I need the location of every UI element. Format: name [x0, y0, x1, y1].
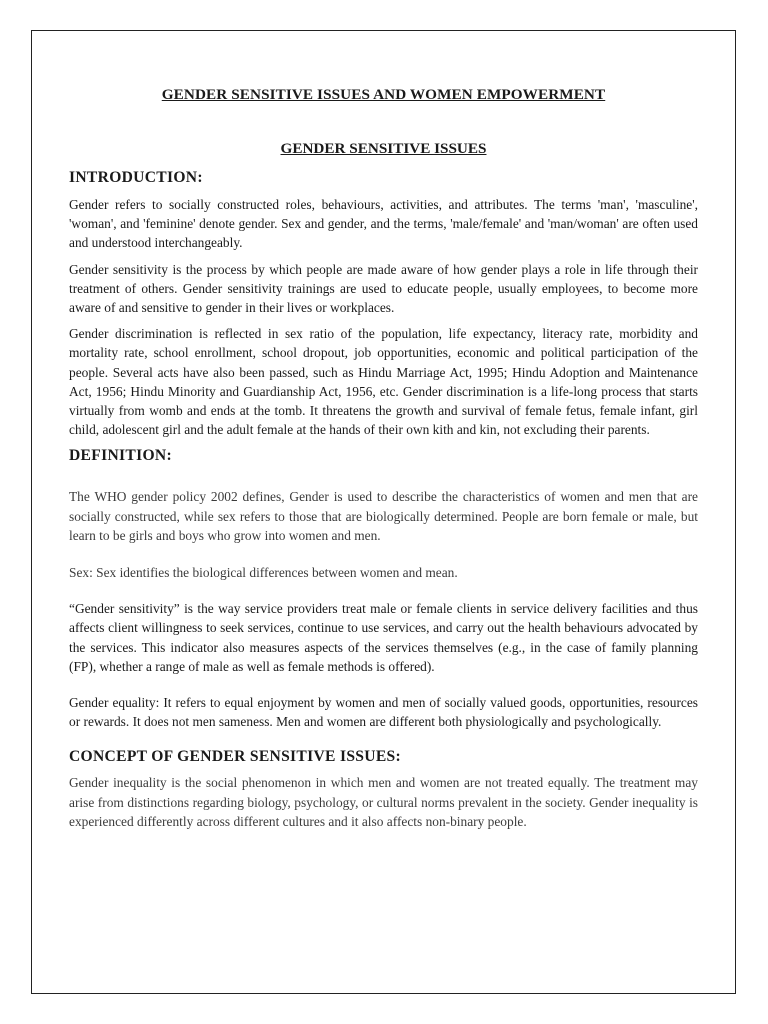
document-subtitle: GENDER SENSITIVE ISSUES — [280, 140, 487, 157]
definition-paragraph: Sex: Sex identifies the biological differences between women and mean. — [69, 565, 458, 581]
introduction-paragraph: Gender sensitivity is the process by which people are made aware of how gender plays a role in life through their treatment of others. Gender sensitivity trainings are used to educate people, usually employees, to become more aware of and sensitive to gender in their lives or workplaces. — [69, 261, 698, 316]
document-body — [69, 86, 698, 840]
concept-paragraph: Gender inequality is the social phenomenon in which men and women are not treated equally. The treatment may arise from distinctions regarding biology, psychology, or cultural norms prevalent in the society. Gender inequality is experienced differently across different cultures and it also affects non-binary people. — [69, 775, 698, 829]
introduction-paragraph: Gender discrimination is reflected in sex ratio of the population, life expectancy, literacy rate, morbidity and mortality rate, school enrollment, school dropout, job opportunities, economic and political participation of the people. Several acts have also been passed, such as Hindu Marriage Act, 1995; Hindu Adoption and Maintenance Act, 1956; Hindu Minority and Guardianship Act, 1956, etc. Gender discrimination is a life-long process that starts virtually from womb and ends at the tomb. It threatens the growth and survival of female fetus, female infant, girl child, adolescent girl and the adult female at the hands of their own kith and kin, not excluding their parents. — [69, 326, 698, 438]
document-title: GENDER SENSITIVE ISSUES AND WOMEN EMPOWERMENT — [161, 86, 606, 103]
definition-paragraph: Gender equality: It refers to equal enjoyment by women and men of socially valued goods, opportunities, resources or rewards. It does not men sameness. Men and women are different both physiologically and psychologically. — [69, 695, 698, 730]
definition-heading: DEFINITION: — [69, 447, 172, 465]
concept-heading: CONCEPT OF GENDER SENSITIVE ISSUES: — [69, 748, 401, 766]
introduction-paragraph: Gender refers to socially constructed roles, behaviours, activities, and attributes. The terms 'man', 'masculine', 'woman', and 'feminine' denote gender. Sex and gender, and the terms, 'male/female' and 'man/woman' are often used and understood interchangeably. — [69, 197, 698, 251]
definition-paragraph: The WHO gender policy 2002 defines, Gender is used to describe the characteristics of women and men that are socially constructed, while sex refers to those that are biologically determined. People are born female or male, but learn to be girls and boys who grow into women and men. — [69, 489, 698, 543]
introduction-heading: INTRODUCTION: — [69, 169, 203, 186]
definition-paragraph: “Gender sensitivity” is the way service providers treat male or female clients in service delivery facilities and thus affects client willingness to seek services, continue to use services, and carry out the health behaviours advocated by the services. This indicator also measures aspects of the services themselves (e.g., in the case of family planning (FP), whether a range of male as well as female methods is offered). — [69, 601, 698, 674]
